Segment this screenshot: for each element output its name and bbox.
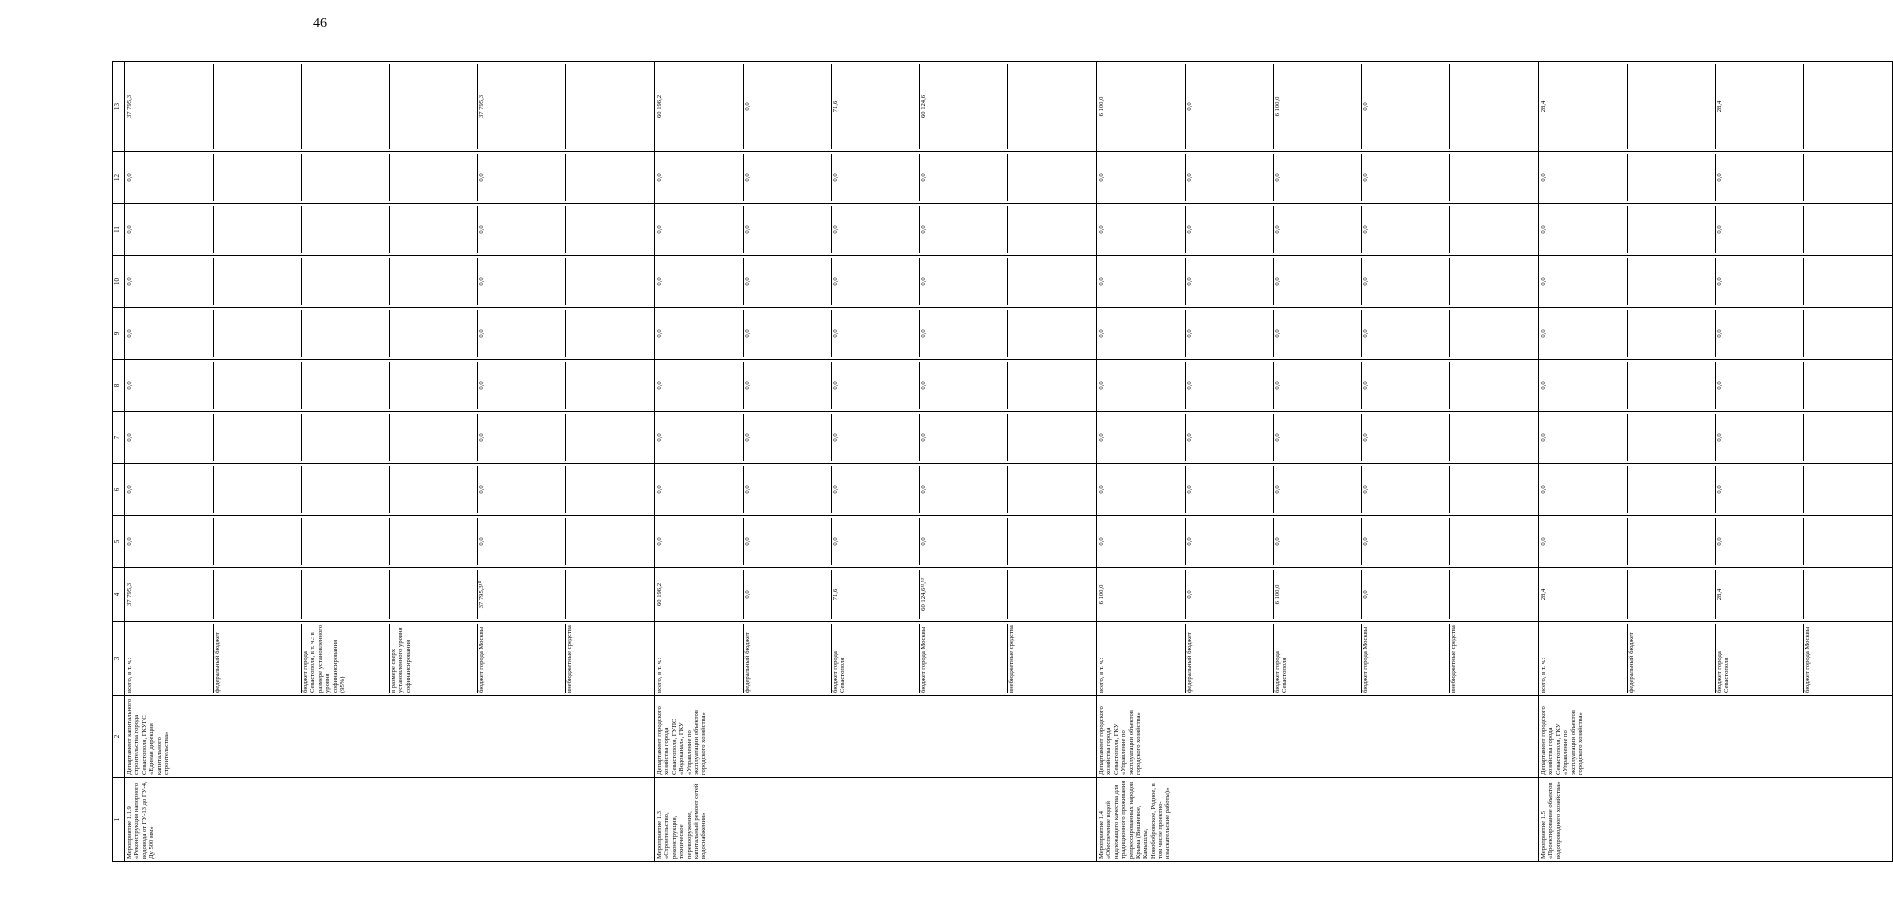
value-line [301, 154, 389, 201]
value-line: 37 795,3 [126, 94, 133, 119]
value-line [1627, 466, 1715, 513]
value-line: 0,0 [1185, 414, 1273, 461]
value-line [1627, 570, 1715, 619]
value-line: 0,0 [919, 414, 1007, 461]
value-line [565, 362, 653, 409]
value-line [301, 518, 389, 565]
value-cell-c12 [125, 152, 655, 204]
value-line: 0,0 [831, 518, 919, 565]
value-line: 0,0 [1715, 362, 1803, 409]
value-line: 0,0 [743, 362, 831, 409]
source-line: бюджет города Севастополя [1715, 624, 1803, 693]
value-line: 0,0 [1715, 310, 1803, 357]
value-line: 0,0 [477, 206, 565, 253]
value-line: 0,0 [1273, 518, 1361, 565]
value-line: 0,0 [1540, 485, 1547, 494]
source-line: бюджет города Москвы [1803, 624, 1891, 693]
value-line [1449, 154, 1537, 201]
value-line: 0,0 [1098, 225, 1105, 234]
value-line: 0,0 [831, 466, 919, 513]
value-line: 0,0 [1715, 466, 1803, 513]
value-line [1449, 206, 1537, 253]
value-line [389, 258, 477, 305]
value-line: 0,0 [1540, 381, 1547, 390]
value-line [1449, 414, 1537, 461]
value-line [389, 64, 477, 149]
value-cell-c11 [1539, 204, 1893, 256]
value-cell-c6 [125, 464, 655, 516]
header-cell-1: 1 [113, 778, 125, 862]
source-cell [125, 622, 655, 696]
value-line [213, 310, 301, 357]
value-line: 0,0 [1273, 154, 1361, 201]
value-line [1449, 310, 1537, 357]
value-cell-c9 [125, 308, 655, 360]
value-line [1007, 518, 1095, 565]
value-line [1803, 466, 1891, 513]
header-cell-13: 13 [113, 62, 125, 152]
value-line: 0,0 [1540, 277, 1547, 286]
value-line [1803, 64, 1891, 149]
measure-row [1539, 62, 1893, 862]
value-line: 0,0 [1185, 362, 1273, 409]
value-line: 0,0 [1715, 258, 1803, 305]
value-cell-c10 [655, 256, 1097, 308]
value-line: 0,0 [919, 310, 1007, 357]
value-line [565, 414, 653, 461]
value-line: 0,0 [1185, 154, 1273, 201]
source-line: внебюджетные средства [1449, 624, 1537, 693]
value-line: 71,6 [831, 64, 919, 149]
value-cell-c5 [1539, 516, 1893, 568]
value-line [213, 64, 301, 149]
value-line [301, 466, 389, 513]
executor-cell: Департамент городского хозяйства города Севастополя, ГУПС «Водоканал», ГКУ «Управление по эксплуатации объектов городского хозяйства» [655, 696, 1097, 778]
value-line [213, 154, 301, 201]
value-line: 0,0 [1098, 485, 1105, 494]
value-line [1007, 258, 1095, 305]
source-line: всего, в т. ч.: [1540, 657, 1547, 693]
value-line: 0,0 [126, 225, 133, 234]
source-line: всего, в т. ч.: [656, 657, 663, 693]
value-line: 0,0 [656, 537, 663, 546]
header-cell-10: 10 [113, 256, 125, 308]
value-line: 28,4 [1540, 100, 1547, 113]
page-number: 46 [313, 16, 327, 31]
value-line: 0,0 [919, 154, 1007, 201]
value-line: 0,0 [477, 258, 565, 305]
value-line [213, 414, 301, 461]
value-line [389, 570, 477, 619]
value-line: 0,0 [743, 570, 831, 619]
header-cell-11: 11 [113, 204, 125, 256]
source-line: всего, в т. ч.: [126, 657, 133, 693]
value-cell-c6 [1097, 464, 1539, 516]
value-cell-c7 [655, 412, 1097, 464]
value-line: 0,0 [126, 329, 133, 338]
value-line [389, 518, 477, 565]
measure-cell: Мероприятие 1.4 «Обеспечение водой надлежащего качества для традиционного проживания репрессированных народов Крыма (Вишневое, Камышлы, Новобобровское, Родное, в том числе проектно-изыскательские работы)» [1097, 778, 1539, 862]
value-line [1803, 518, 1891, 565]
value-line: 0,0 [1273, 310, 1361, 357]
value-line [213, 466, 301, 513]
value-line: 0,0 [1098, 329, 1105, 338]
value-line [213, 258, 301, 305]
value-line: 0,0 [1715, 154, 1803, 201]
value-line [1627, 414, 1715, 461]
executor-cell: Департамент капитального строительства города Севастополя, ГКУГС «Единая дирекция капитального строительства» [125, 696, 655, 778]
value-line: 0,0 [1098, 173, 1105, 182]
value-cell-c13 [125, 62, 655, 152]
value-line: 0,0 [919, 518, 1007, 565]
value-line: 0,0 [743, 466, 831, 513]
value-line: 0,0 [477, 310, 565, 357]
value-line: 0,0 [1098, 537, 1105, 546]
value-line: 0,0 [656, 381, 663, 390]
value-line: 0,0 [831, 414, 919, 461]
source-line: федеральный бюджет [1185, 624, 1273, 693]
value-line: 60 196,2 [656, 94, 663, 119]
value-line: 60 124,6 [919, 64, 1007, 149]
value-line: 0,0 [656, 277, 663, 286]
value-line [1627, 206, 1715, 253]
value-line: 0,0 [1361, 154, 1449, 201]
source-line: бюджет города Севастополя, в т. ч.: в размере установленного уровня софинансирования (95%) [301, 624, 389, 693]
source-cell [1539, 622, 1893, 696]
value-line: 0,0 [126, 537, 133, 546]
value-line: 0,0 [1361, 570, 1449, 619]
value-line: 0,0 [743, 64, 831, 149]
value-line [1803, 310, 1891, 357]
value-line [565, 258, 653, 305]
value-line [1627, 154, 1715, 201]
value-line [1803, 362, 1891, 409]
value-cell-c5 [655, 516, 1097, 568]
value-line [301, 362, 389, 409]
value-line: 0,0 [1185, 466, 1273, 513]
value-line [1449, 64, 1537, 149]
value-line: 0,0 [1273, 414, 1361, 461]
value-line [565, 64, 653, 149]
value-line: 0,0 [919, 258, 1007, 305]
value-line: 37 795,3 [126, 582, 133, 607]
value-line: 0,0 [1185, 310, 1273, 357]
value-line: 0,0 [1273, 466, 1361, 513]
value-line [565, 570, 653, 619]
value-line [1803, 258, 1891, 305]
value-line: 0,0 [831, 310, 919, 357]
value-line: 28,4 [1715, 64, 1803, 149]
value-line [301, 206, 389, 253]
value-line [1449, 258, 1537, 305]
value-cell-c11 [655, 204, 1097, 256]
value-line: 0,0 [1361, 310, 1449, 357]
value-line [1627, 310, 1715, 357]
value-line [301, 414, 389, 461]
value-line [1449, 570, 1537, 619]
value-cell-c10 [1097, 256, 1539, 308]
value-line [301, 64, 389, 149]
source-line: внебюджетные средства [1007, 624, 1095, 693]
value-line [1627, 518, 1715, 565]
source-line: бюджет города Севастополя [831, 624, 919, 693]
value-line [389, 414, 477, 461]
value-line: 0,0 [831, 362, 919, 409]
source-line: внебюджетные средства [565, 624, 653, 693]
value-cell-c4 [1097, 568, 1539, 622]
header-cell-7: 7 [113, 412, 125, 464]
value-line: 0,0 [1273, 206, 1361, 253]
header-cell-8: 8 [113, 360, 125, 412]
value-line: 0,0 [1540, 225, 1547, 234]
value-line [1803, 154, 1891, 201]
value-line: 0,0 [1273, 258, 1361, 305]
value-cell-c10 [125, 256, 655, 308]
value-line [1803, 206, 1891, 253]
value-line: 0,0 [1361, 362, 1449, 409]
header-cell-5: 5 [113, 516, 125, 568]
value-line: 0,0 [477, 466, 565, 513]
value-line: 0,0 [1540, 329, 1547, 338]
value-line [1449, 518, 1537, 565]
value-line: 60 124,6¹²,¹³ [919, 570, 1007, 619]
value-line: 0,0 [1361, 414, 1449, 461]
value-line: 0,0 [831, 154, 919, 201]
value-line: 0,0 [656, 173, 663, 182]
value-line: 0,0 [1540, 433, 1547, 442]
value-cell-c12 [655, 152, 1097, 204]
measure-row [125, 62, 655, 862]
value-line [213, 570, 301, 619]
value-line: 0,0 [1098, 381, 1105, 390]
value-line: 0,0 [656, 485, 663, 494]
value-line [1007, 206, 1095, 253]
value-line: 0,0 [743, 414, 831, 461]
value-cell-c8 [1097, 360, 1539, 412]
measure-cell: Мероприятие 1.3 «Строительство, реконструкция, техническое перевооружение, капитальный ремонт сетей водоснабжения» [655, 778, 1097, 862]
value-line: 0,0 [1361, 258, 1449, 305]
value-line: 0,0 [1361, 64, 1449, 149]
value-line: 0,0 [743, 258, 831, 305]
value-cell-c9 [1539, 308, 1893, 360]
value-line [389, 362, 477, 409]
value-cell-c11 [125, 204, 655, 256]
measure-cell: Мероприятие 1.1.9 «Реконструкция напорного водовода от ГУ-13 до ГУ-4, Ду 500 мм» [125, 778, 655, 862]
header-cell-3: 3 [113, 622, 125, 696]
rotated-page [112, 62, 1811, 862]
value-line: 0,0 [1540, 537, 1547, 546]
value-line: 0,0 [831, 206, 919, 253]
value-cell-c8 [1539, 360, 1893, 412]
value-line: 0,0 [1273, 362, 1361, 409]
value-line: 0,0 [1361, 466, 1449, 513]
value-line: 0,0 [477, 518, 565, 565]
value-cell-c7 [125, 412, 655, 464]
value-line [1803, 570, 1891, 619]
source-line: в размере сверх установленного уровня софинансирования [389, 624, 477, 693]
value-line [565, 466, 653, 513]
value-line [389, 466, 477, 513]
value-line: 0,0 [126, 277, 133, 286]
value-line: 0,0 [477, 414, 565, 461]
value-line [565, 206, 653, 253]
source-line: бюджет города Москвы [919, 624, 1007, 693]
value-line: 0,0 [919, 466, 1007, 513]
value-line [565, 310, 653, 357]
value-line: 37 795,3¹⁰ [477, 570, 565, 619]
value-line: 37 795,3 [477, 64, 565, 149]
value-line: 28,4 [1540, 588, 1547, 601]
value-line: 0,0 [743, 310, 831, 357]
value-line: 0,0 [1185, 64, 1273, 149]
value-line [1627, 64, 1715, 149]
value-line: 0,0 [1715, 518, 1803, 565]
value-line: 0,0 [831, 258, 919, 305]
value-line [389, 206, 477, 253]
value-line: 0,0 [126, 433, 133, 442]
value-line: 0,0 [1715, 414, 1803, 461]
value-line: 0,0 [1185, 206, 1273, 253]
value-line [1007, 310, 1095, 357]
value-cell-c6 [655, 464, 1097, 516]
value-cell-c4 [1539, 568, 1893, 622]
value-line: 0,0 [1361, 518, 1449, 565]
value-line: 60 196,2 [656, 582, 663, 607]
value-line [301, 258, 389, 305]
value-line [301, 310, 389, 357]
source-line: бюджет города Севастополя [1273, 624, 1361, 693]
source-line: всего, в т. ч.: [1098, 657, 1105, 693]
value-line: 0,0 [1715, 206, 1803, 253]
value-line: 0,0 [477, 362, 565, 409]
value-cell-c5 [1097, 516, 1539, 568]
value-line [389, 154, 477, 201]
source-line: бюджет города Москвы [1361, 624, 1449, 693]
header-cell-6: 6 [113, 464, 125, 516]
budget-table [112, 61, 1893, 862]
header-cell-9: 9 [113, 308, 125, 360]
value-line [565, 154, 653, 201]
value-cell-c9 [655, 308, 1097, 360]
value-line [1627, 258, 1715, 305]
value-line [389, 310, 477, 357]
value-line: 0,0 [656, 329, 663, 338]
value-cell-c10 [1539, 256, 1893, 308]
value-line [1627, 362, 1715, 409]
source-line: федеральный бюджет [743, 624, 831, 693]
value-line: 6 100,0 [1273, 64, 1361, 149]
value-line: 0,0 [477, 154, 565, 201]
value-line [1007, 154, 1095, 201]
value-line: 0,0 [126, 485, 133, 494]
value-cell-c12 [1097, 152, 1539, 204]
header-cell-4: 4 [113, 568, 125, 622]
value-line: 0,0 [1098, 277, 1105, 286]
header-row [113, 62, 125, 862]
value-cell-c7 [1539, 412, 1893, 464]
source-line: федеральный бюджет [1627, 624, 1715, 693]
value-cell-c11 [1097, 204, 1539, 256]
value-cell-c8 [125, 360, 655, 412]
value-line: 0,0 [656, 225, 663, 234]
value-line [1007, 362, 1095, 409]
value-line [301, 570, 389, 619]
value-line [213, 518, 301, 565]
value-cell-c13 [1539, 62, 1893, 152]
executor-cell: Департамент городского хозяйства города Севастополя, ГКУ «Управление по эксплуатации объектов городского хозяйства» [1539, 696, 1893, 778]
value-line: 0,0 [1361, 206, 1449, 253]
value-line: 0,0 [126, 381, 133, 390]
value-line: 0,0 [919, 206, 1007, 253]
value-line: 0,0 [743, 206, 831, 253]
source-cell [1097, 622, 1539, 696]
source-line: бюджет города Москвы [477, 624, 565, 693]
value-cell-c9 [1097, 308, 1539, 360]
value-cell-c13 [1097, 62, 1539, 152]
value-line [1449, 362, 1537, 409]
value-line: 28,4 [1715, 570, 1803, 619]
value-line: 6 100,0 [1098, 96, 1105, 117]
value-line: 0,0 [1185, 570, 1273, 619]
value-line: 0,0 [656, 433, 663, 442]
header-cell-2: 2 [113, 696, 125, 778]
value-line: 6 100,0 [1273, 570, 1361, 619]
value-cell-c4 [655, 568, 1097, 622]
value-line: 0,0 [1098, 433, 1105, 442]
value-cell-c4 [125, 568, 655, 622]
value-line: 0,0 [743, 518, 831, 565]
value-line [1007, 64, 1095, 149]
value-line [1007, 466, 1095, 513]
value-cell-c7 [1097, 412, 1539, 464]
value-line: 0,0 [1540, 173, 1547, 182]
source-cell [655, 622, 1097, 696]
value-line: 0,0 [126, 173, 133, 182]
source-line: федеральный бюджет [213, 624, 301, 693]
value-cell-c5 [125, 516, 655, 568]
measure-row [1097, 62, 1539, 862]
value-line [1007, 414, 1095, 461]
value-line [1803, 414, 1891, 461]
executor-cell: Департамент городского хозяйства города Севастополя, ГКУ «Управление по эксплуатации объектов городского хозяйства» [1097, 696, 1539, 778]
value-line: 0,0 [919, 362, 1007, 409]
value-cell-c13 [655, 62, 1097, 152]
value-line: 71,6 [831, 570, 919, 619]
value-line [1449, 466, 1537, 513]
value-line [565, 518, 653, 565]
header-cell-12: 12 [113, 152, 125, 204]
measure-row [655, 62, 1097, 862]
value-cell-c6 [1539, 464, 1893, 516]
value-line: 0,0 [1185, 518, 1273, 565]
value-line [1007, 570, 1095, 619]
value-cell-c8 [655, 360, 1097, 412]
value-cell-c12 [1539, 152, 1893, 204]
value-line: 0,0 [1185, 258, 1273, 305]
value-line [213, 206, 301, 253]
value-line: 6 100,0 [1098, 584, 1105, 605]
value-line: 0,0 [743, 154, 831, 201]
measure-cell: Мероприятие 1.5 «Проектирование объектов водопроводного хозяйства» [1539, 778, 1893, 862]
value-line [213, 362, 301, 409]
